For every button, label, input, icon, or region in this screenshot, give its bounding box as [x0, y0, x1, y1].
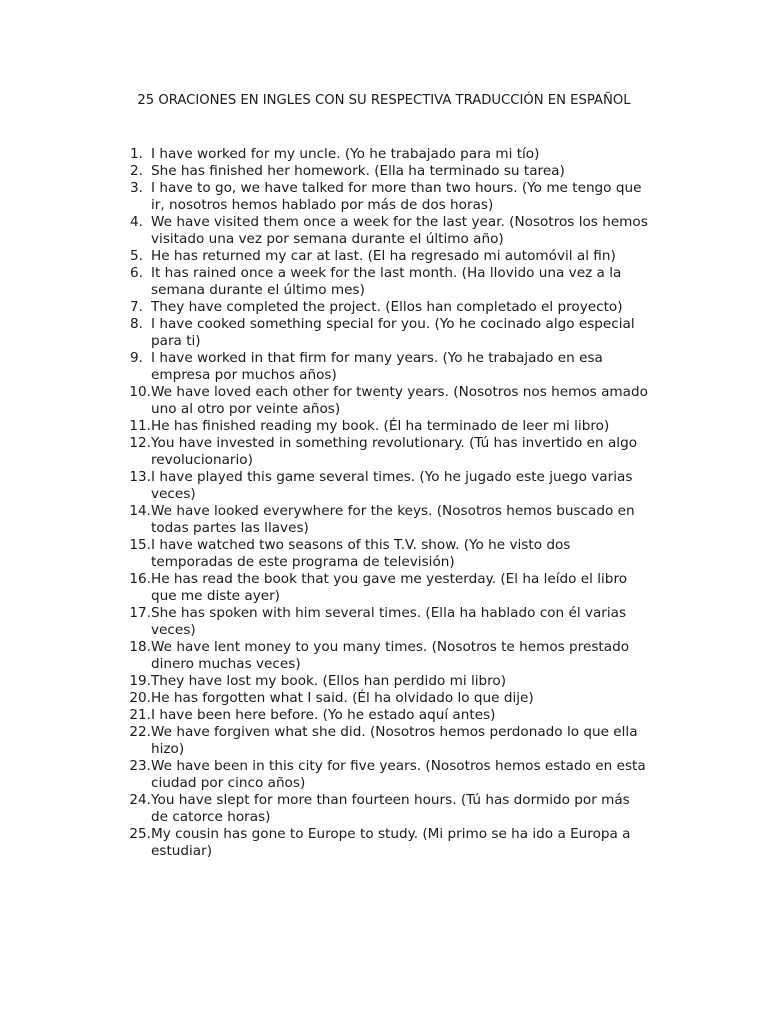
- list-item-text: My cousin has gone to Europe to study. (Mi primo se ha ido a Europa a estudiar): [151, 826, 631, 859]
- list-item-number: 16.: [129, 571, 151, 587]
- list-item-text: I have been here before. (Yo he estado aquí antes): [151, 707, 496, 723]
- list-item-text: We have loved each other for twenty years. (Nosotros nos hemos amado uno al otro por veinte años): [151, 384, 648, 417]
- list-item-text: I have to go, we have talked for more than two hours. (Yo me tengo que ir, nosotros hemos hablado por más de dos horas): [151, 180, 642, 213]
- list-item-number: 13.: [129, 469, 151, 485]
- list-item-number: 5.: [130, 248, 143, 264]
- list-item: [0, 605, 700, 639]
- list-item-number: 20.: [129, 690, 151, 706]
- list-item: [0, 265, 700, 299]
- list-item: [0, 792, 700, 826]
- list-item: [0, 537, 700, 571]
- list-item-text: He has read the book that you gave me yesterday. (El ha leído el libro que me diste ayer): [151, 571, 628, 604]
- list-item-number: 14.: [129, 503, 151, 519]
- list-item-number: 23.: [129, 758, 151, 774]
- list-item-number: 4.: [130, 214, 143, 230]
- list-item-number: 18.: [129, 639, 151, 655]
- list-item: [0, 826, 700, 860]
- list-item-text: He has returned my car at last. (El ha regresado mi automóvil al fin): [151, 248, 616, 264]
- list-item-text: I have played this game several times. (Yo he jugado este juego varias veces): [151, 469, 633, 502]
- list-item: [0, 180, 700, 214]
- list-item-number: 9.: [130, 350, 143, 366]
- list-item: [0, 639, 700, 673]
- list-item-number: 25.: [129, 826, 151, 842]
- list-item-text: They have lost my book. (Ellos han perdido mi libro): [151, 673, 507, 689]
- list-item-text: He has finished reading my book. (Él ha terminado de leer mi libro): [151, 418, 610, 434]
- list-item-text: I have cooked something special for you. (Yo he cocinado algo especial para ti): [151, 316, 635, 349]
- list-item: [0, 503, 700, 537]
- list-item-text: You have slept for more than fourteen hours. (Tú has dormido por más de catorce horas): [151, 792, 630, 825]
- list-item-number: 21.: [129, 707, 151, 723]
- list-item-number: 24.: [129, 792, 151, 808]
- list-item: [0, 384, 700, 418]
- list-item-text: It has rained once a week for the last month. (Ha llovido una vez a la semana durante el último mes): [151, 265, 622, 298]
- list-item-number: 3.: [130, 180, 143, 196]
- list-item-text: We have been in this city for five years. (Nosotros hemos estado en esta ciudad por cinco años): [151, 758, 646, 791]
- list-item-text: She has spoken with him several times. (Ella ha hablado con él varias veces): [151, 605, 627, 638]
- list-item-number: 11.: [129, 418, 151, 434]
- list-item-text: I have worked for my uncle. (Yo he trabajado para mi tío): [151, 146, 540, 162]
- list-item-text: He has forgotten what I said. (Él ha olvidado lo que dije): [151, 690, 534, 706]
- list-item-number: 1.: [130, 146, 143, 162]
- list-item-number: 7.: [130, 299, 143, 315]
- list-item: [0, 214, 700, 248]
- list-item-number: 10.: [129, 384, 151, 400]
- list-item: [0, 707, 700, 724]
- list-item-number: 15.: [129, 537, 151, 553]
- list-item: [0, 350, 700, 384]
- list-item-number: 17.: [129, 605, 151, 621]
- list-item: [0, 724, 700, 758]
- list-item: [0, 248, 700, 265]
- list-item-text: I have watched two seasons of this T.V. show. (Yo he visto dos temporadas de este programa de televisión): [151, 537, 571, 570]
- list-item: [0, 299, 700, 316]
- list-item-text: We have lent money to you many times. (Nosotros te hemos prestado dinero muchas veces): [151, 639, 630, 672]
- list-item: [0, 571, 700, 605]
- sentence-list: [0, 146, 700, 860]
- list-item: [0, 469, 700, 503]
- list-item: [0, 146, 700, 163]
- list-item-number: 12.: [129, 435, 151, 451]
- list-item-text: I have worked in that firm for many years. (Yo he trabajado en esa empresa por muchos años): [151, 350, 603, 383]
- list-item-text: They have completed the project. (Ellos han completado el proyecto): [151, 299, 623, 315]
- list-item: [0, 316, 700, 350]
- list-item: [0, 690, 700, 707]
- list-item-text: We have looked everywhere for the keys. (Nosotros hemos buscado en todas partes las llaves): [151, 503, 635, 536]
- list-item-number: 8.: [130, 316, 143, 332]
- list-item-number: 22.: [129, 724, 151, 740]
- list-item-text: We have visited them once a week for the last year. (Nosotros los hemos visitado una vez por semana durante el último año): [151, 214, 648, 247]
- document-title: 25 ORACIONES EN INGLES CON SU RESPECTIVA TRADUCCIÓN EN ESPAÑOL: [137, 93, 631, 108]
- list-item-text: You have invested in something revolutionary. (Tú has invertido en algo revolucionario): [151, 435, 638, 468]
- list-item: [0, 435, 700, 469]
- list-item-number: 6.: [130, 265, 143, 281]
- list-item: [0, 758, 700, 792]
- list-item: [0, 673, 700, 690]
- list-item-text: We have forgiven what she did. (Nosotros hemos perdonado lo que ella hizo): [151, 724, 638, 757]
- list-item-number: 19.: [129, 673, 151, 689]
- list-item: [0, 418, 700, 435]
- list-item-text: She has finished her homework. (Ella ha terminado su tarea): [151, 163, 565, 179]
- list-item-number: 2.: [130, 163, 143, 179]
- list-item: [0, 163, 700, 180]
